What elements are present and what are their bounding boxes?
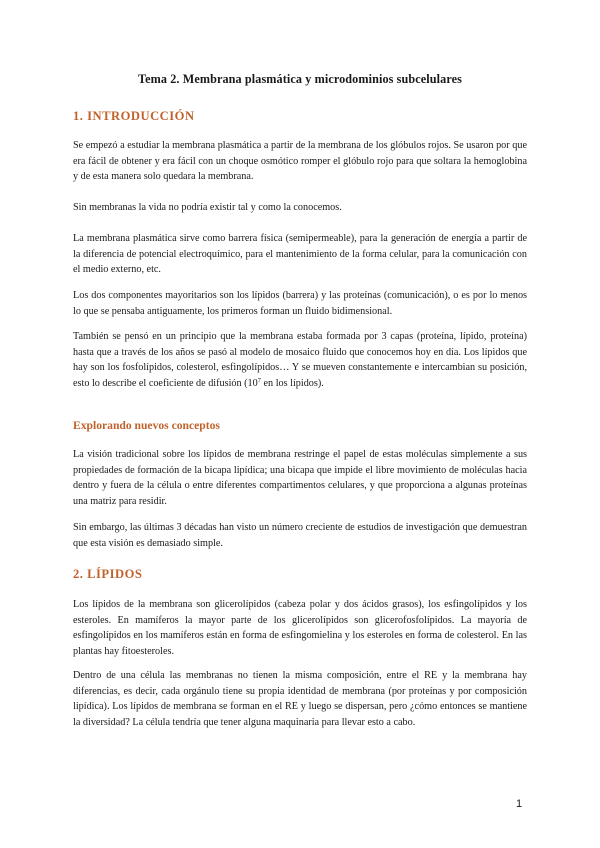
paragraph: La visión tradicional sobre los lípidos de membrana restringe el papel de estas moléculas simplemente a sus propiedades de formación de la bicapa lipídica; una bicapa que impide el libre movimiento de moléculas hacia dentro y fuera de la célula o entre diferentes compartimentos celulares, y que proporciona a algunas proteínas una matriz para residir. bbox=[73, 449, 527, 507]
paragraph: Dentro de una célula las membranas no tienen la misma composición, entre el RE y la membrana hay diferencias, es decir, cada orgánulo tiene su propia identidad de membrana (por proteínas y por composición lipídica). Los lípidos de membrana se forman en el RE y luego se dispersan, pero ¿cómo entonces se mantiene la diversidad? La célula tendría que tener alguna maquinaria para llevar esto a cabo. bbox=[73, 670, 527, 728]
section-heading-introduccion: 1. INTRODUCCIÓN bbox=[73, 109, 195, 123]
paragraph-difusion bbox=[73, 329, 527, 391]
paragraph-text: También se pensó en un principio que la membrana estaba formada por 3 capas (proteína, lípido, proteína) hasta que a través de los años se pasó al modelo de mosaico fluido que conocemos hoy en día. Los lípidos que hay son los fosfolípidos, colesterol, esfingolípidos… Y se mueven constantemente e intercambian su posición, esto lo describe el coeficiente de difusión (10 bbox=[73, 331, 527, 389]
page-number: 1 bbox=[516, 798, 523, 810]
superscript-exponent: 7 bbox=[257, 376, 261, 384]
paragraph: Los lípidos de la membrana son glicerolípidos (cabeza polar y dos ácidos grasos), los esfingolípidos y los esteroles. En mamíferos la mayor parte de los glicerolípidos son glicerofosfolípidos. La mayoría de esfingolípidos en los mamíferos están en forma de esfingomielina y los esteroles en forma de colesterol. En las plantas hay fitoesteroles. bbox=[73, 599, 527, 657]
paragraph: Se empezó a estudiar la membrana plasmática a partir de la membrana de los glóbulos rojos. Se usaron por que era fácil de obtener y era fácil con un choque osmótico romper el glóbulo rojo para que soltara la hemoglobina y de esta manera solo quedara la membrana. bbox=[73, 140, 527, 183]
paragraph: Sin embargo, las últimas 3 décadas han visto un número creciente de estudios de investigación que demuestran que esta visión es demasiado simple. bbox=[73, 522, 527, 549]
page-title: Tema 2. Membrana plasmática y microdominios subcelulares bbox=[138, 72, 462, 86]
paragraph: Los dos componentes mayoritarios son los lípidos (barrera) y las proteínas (comunicación), o es por lo menos lo que se pensaba antiguamente, los primeros forman un fluido bidimensional. bbox=[73, 290, 527, 317]
paragraph: La membrana plasmática sirve como barrera física (semipermeable), para la generación de energía a partir de la diferencia de potencial electroquímico, para el mantenimiento de la forma celular, para la comunicación con el medio externo, etc. bbox=[73, 233, 527, 276]
subheading-explorando: Explorando nuevos conceptos bbox=[73, 419, 220, 432]
paragraph-text-end: en los lípidos). bbox=[260, 377, 324, 389]
section-heading-lipidos: 2. LÍPIDOS bbox=[73, 567, 143, 581]
paragraph: Sin membranas la vida no podría existir tal y como la conocemos. bbox=[73, 202, 342, 213]
